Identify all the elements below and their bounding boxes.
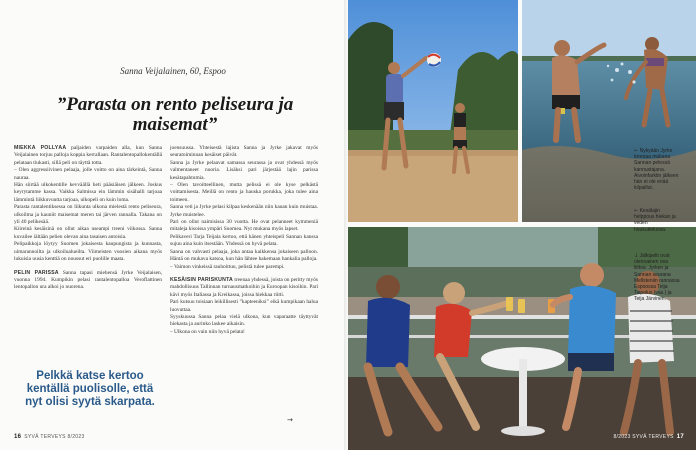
headline: ”Parasta on rento peliseura ja maisemat” (56, 94, 294, 135)
pull-quote: Pelkkä katse kertoo kentällä puolisolle, että nyt olisi syytä skarpata. (25, 370, 155, 408)
paragraph: Pelipaikkoja löytyy Suomen jokaisesta kaupungista ja kunnasta, uimarannoilta ja ulkoilualueilta. Viimeisten vuosien aikana myös lukuisia uusia kenttiä on noussut eri puolille maata. (14, 241, 162, 263)
subhead-paragraph: KESÄISIN PARISKUNTA treenaa yhdessä, joista on peritty myös mahdollisuus Tallinnan turnausmatkoihin ja Euroopan kisoihin. Pari kävi myös Italiassa ja Kreikassa, joissa hiekkaa riitti. (170, 276, 318, 298)
photo-caption: ↓ Jälkipelit ovat olennainen osa liittoa. Jyrken ja Sannan seurana Mellsteniin rannassa Espoossa Teija Taipalus (vas.) ja Teija Järvinen. (634, 253, 680, 303)
lead-paragraph: MIEKKA PÖLLYÄÄ paljaiden varpaiden alla, kun Sanna Veijalainen torjuu palloja koppia kerrallaan. Rantalentopallokentällä pelataan tiukasti, sillä peli on täyttä totta. (14, 145, 162, 166)
page-gutter (344, 0, 348, 450)
article-column-a (14, 145, 162, 370)
volleyball-photo (348, 0, 518, 222)
paragraph: Syyskuussa Sanna pelaa vielä ulkona, kun vaparaatte täyttyvät hiekasta ja aurinko laskee aikaisin. (170, 313, 318, 328)
left-page (0, 0, 346, 450)
paragraph: Pari on ollut naimisissa 30 vuotta. He ovat pelanneet kymmeniä mitaleja kisoissa ympäri Suomea. Nyt mukana myös lapset. (170, 219, 318, 233)
paragraph: – Vaimon vinkeissä rauhoittuu, pelistä tulee parempi. (170, 263, 285, 270)
paragraph: Pelikaveri Tarja Teijala kertoo, että hänen yhteispeli Sannan kanssa sujuu aina kuin itsestään. Yhdessä on hyvä pelata. (170, 233, 318, 248)
right-page (346, 0, 696, 450)
paragraph: Sanna ja Jyrke pelaavat samassa seurassa ja ovat yhdessä myös valmentaneet nuoria. Lisäksi pari järjestää lajin parissa kesätapahtumia. (170, 159, 318, 181)
paragraph: Kiireinä kesäisinä on ollut aikaa useampi treeni viikossa. Sanna kuvailee iältään pelien olevan aina tasaisen antoisia. (14, 226, 162, 240)
byline: Sanna Veijalainen, 60, Espoo (120, 66, 226, 76)
folio-right: 8/2023 SYVÄ TERVEYS 17 (613, 434, 684, 440)
subhead-paragraph: PELIN PARISSA Sanna tapasi miehensä Jyrke Veijalaisen, vuonna 1994. Kumpikin pelasi rantalentopalloa Veroflattinen lentopallon ura alkoi jo nuorena. (14, 269, 162, 291)
photo-caption: ← Nykyään Jyrke treenaa mukana Sannan pelessä kannustajana. Aivoinfarktin jälkeen hän ei ole enää kilpaillut. (634, 148, 679, 192)
article-column-b (170, 145, 318, 425)
paragraph: Parasta rantalentiksessa on liikunta ulkona mielestä rento peliseura, ulkoilma ja kauniit maisemat meren tai järven rannalla. Takana on yli 40 pelikesää. (14, 204, 162, 226)
lead-in: MIEKKA PÖLLYÄÄ (14, 145, 67, 151)
paragraph: Pari kutsuu toisiaan leikillisesti ”kapteeniksi” eikä kumpikaan halua luovuttaa. (170, 299, 318, 313)
arrow-down-icon: ↓ (634, 253, 639, 259)
subhead: PELIN PARISSA (14, 269, 59, 276)
arrow-right-icon: → (287, 416, 293, 424)
arrow-left-icon: ← (634, 208, 639, 214)
paragraph: joensuussa. Yhteisestä lajista Sanna ja Jyrke jakavat myös seuratoiminnan kesäiset päivät. (170, 145, 318, 159)
paragraph: – Olen tavoitteellinen, mutta pelissä ei ole kyse pelkästä voittamisesta. Meillä on rento ja hauska porukka, joka tulee aina toimeen. (170, 182, 318, 203)
arrow-left-icon: ← (634, 148, 639, 154)
photo-caption: ← Kesälajin helppous hiekan ja veden houkuttelussa. (634, 208, 676, 233)
paragraph: Hän siirtää ulkokentille kevväällä heti pääsiäisen jälkeen. Joskus keyrytamme kassa. Vaikka Salmissa ein lämmin sisähalli tarjoaa lämmintä liikkuvuutta tarjoaa, ulkopeli on kuin loma. (14, 182, 162, 203)
paragraph: – Ulkona on vain niin hyvä pelata! (170, 328, 245, 335)
folio-left: 16 SYVÄ TERVEYS 8/2023 (14, 434, 85, 440)
subhead: KESÄISIN PARISKUNTA (170, 276, 233, 283)
paragraph: Sanna on vahvasti pelaaja, joka antaa kaikkensa jokaiseen palloon. Häntä on mukava katsoa, kun hän lähtee hakemaan hankalia palloja. (170, 248, 318, 263)
paragraph: – Olen aggressiivinen pelaaja, jolle voitto on aina tärkeintä, Sanna nauraa. (14, 167, 162, 181)
paragraph: Sanna veti ja Jyrke pelasi kilpaa keskenään niin kauan kuin muistaa. Jyrke muistelee. (170, 204, 318, 218)
